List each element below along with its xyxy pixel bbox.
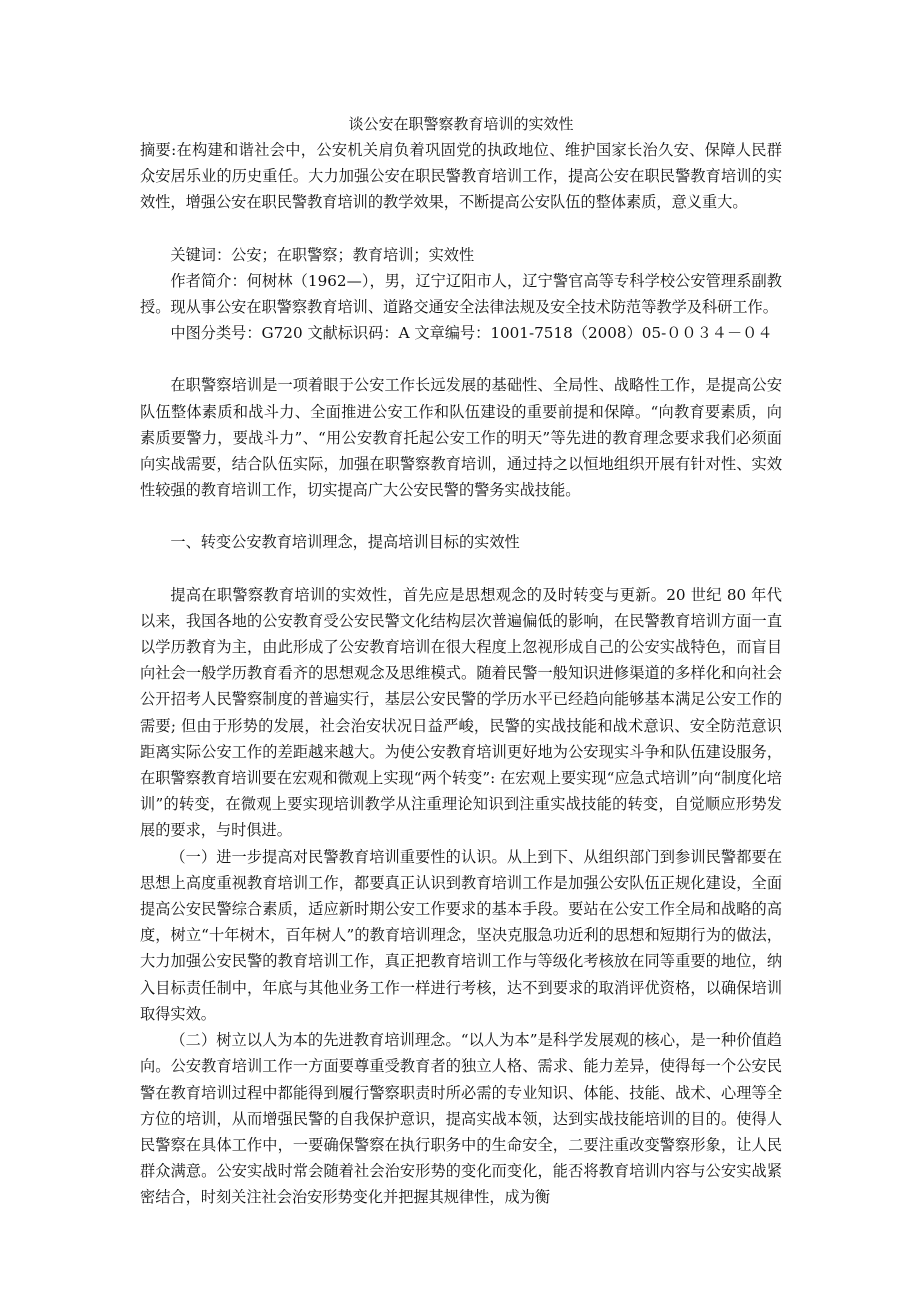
body-paragraph: 提高在职警察教育培训的实效性，首先应是思想观念的及时转变与更新。20 世纪 80 年代以来，我国各地的公安教育受公安民警文化结构层次普遍偏低的影响，在民警教育培训方面一直以学历教育为主，由此形成了公安教育培训在很大程度上忽视形成自己的公安实战特色，而盲目向社会一般学历教育看齐的思想观念及思维模式。随着民警一般知识进修渠道的多样化和向社会公开招考人民警察制度的普遍实行，基层公安民警的学历水平已经趋向能够基本满足公安工作的需要; 但由于形势的发展，社会治安状况日益严峻，民警的实战技能和战术意识、安全防范意识距离实际公安工作的差距越来越大。为使公安教育培训更好地为公安现实斗争和队伍建设服务，在职警察教育培训要在宏观和微观上实现“两个转变”: 在宏观上要实现“应急式培训”向“制度化培训”的转变，在微观上要实现培训教学从注重理论知识到注重实战技能的转变，自觉顺应形势发展的要求，与时俱进。: [140, 585, 782, 840]
intro-paragraph: 在职警察培训是一项着眼于公安工作长远发展的基础性、全局性、战略性工作，是提高公安队伍整体素质和战斗力、全面推进公安工作和队伍建设的重要前提和保障。“向教育要素质，向素质要警力，要战斗力”、“用公安教育托起公安工作的明天”等先进的教育理念要求我们必须面向实战需要，结合队伍实际，加强在职警察教育培训，通过持之以恒地组织开展有针对性、实效性较强的教育培训工作，切实提高广大公安民警的警务实战技能。: [140, 376, 782, 500]
classification-line: 中图分类号：G720 文献标识码：A 文章编号：1001-7518（2008）05-００３４－０４: [170, 324, 773, 343]
keywords-paragraph: [140, 242, 782, 268]
spacer: [140, 556, 782, 582]
abstract-text: 在构建和谐社会中，公安机关肩负着巩固党的执政地位、维护国家长治久安、保障人民群众安居乐业的历史重任。大力加强公安在职民警教育培训工作，提高公安在职民警教育培训的实效性，增强公安在职民警教育培训的教学效果，不断提高公安队伍的整体素质，意义重大。: [140, 141, 782, 212]
keywords-label: 关键词：: [170, 245, 232, 264]
body-paragraph: （一）进一步提高对民警教育培训重要性的认识。从上到下、从组织部门到参训民警都要在思想上高度重视教育培训工作，都要真正认识到教育培训工作是加强公安队伍正规化建设，全面提高公安民警综合素质，适应新时期公安工作要求的基本手段。要站在公安工作全局和战略的高度，树立“十年树木，百年树人”的教育培训理念，坚决克服急功近利的思想和短期行为的做法，大力加强公安民警的教育培训工作，真正把教育培训工作与等级化考核放在同等重要的地位，纳入目标责任制中，年底与其他业务工作一样进行考核，达不到要求的取消评优资格，以确保培训取得实效。: [140, 847, 782, 1023]
body-paragraph: （二）树立以人为本的先进教育培训理念。“以人为本”是科学发展观的核心，是一种价值趋向。公安教育培训工作一方面要尊重受教育者的独立人格、需求、能力差异，使得每一个公安民警在教育培训过程中都能得到履行警察职责时所必需的专业知识、体能、技能、战术、心理等全方位的培训，从而增强民警的自我保护意识，提高实战本领，达到实战技能培训的目的。使得人民警察在具体工作中，一要确保警察在执行职务中的生命安全，二要注重改变警察形象，让人民群众满意。公安实战时常会随着社会治安形势的变化而变化，能否将教育培训内容与公安实战紧密结合，时刻关注社会治安形势变化并把握其规律性，成为衡: [140, 1031, 782, 1207]
spacer: [140, 346, 782, 372]
spacer: [140, 503, 782, 529]
document-body: [140, 113, 782, 1211]
abstract-label: 摘要:: [140, 141, 177, 159]
author-label: 作者简介：: [170, 271, 247, 290]
author-text: 何树林（1962—），男，辽宁辽阳市人，辽宁警官高等专科学校公安管理系副教授。现从事公安在职警察教育培训、道路交通安全法律法规及安全技术防范等教学及科研工作。: [140, 271, 782, 317]
section-heading: 一、转变公安教育培训理念，提高培训目标的实效性: [170, 533, 520, 552]
document-title: 谈公安在职警察教育培训的实效性: [348, 115, 574, 133]
abstract-paragraph: [140, 137, 782, 216]
spacer: [140, 216, 782, 242]
author-paragraph: [140, 268, 782, 320]
keywords-text: 公安；在职警察；教育培训；实效性: [231, 245, 475, 264]
